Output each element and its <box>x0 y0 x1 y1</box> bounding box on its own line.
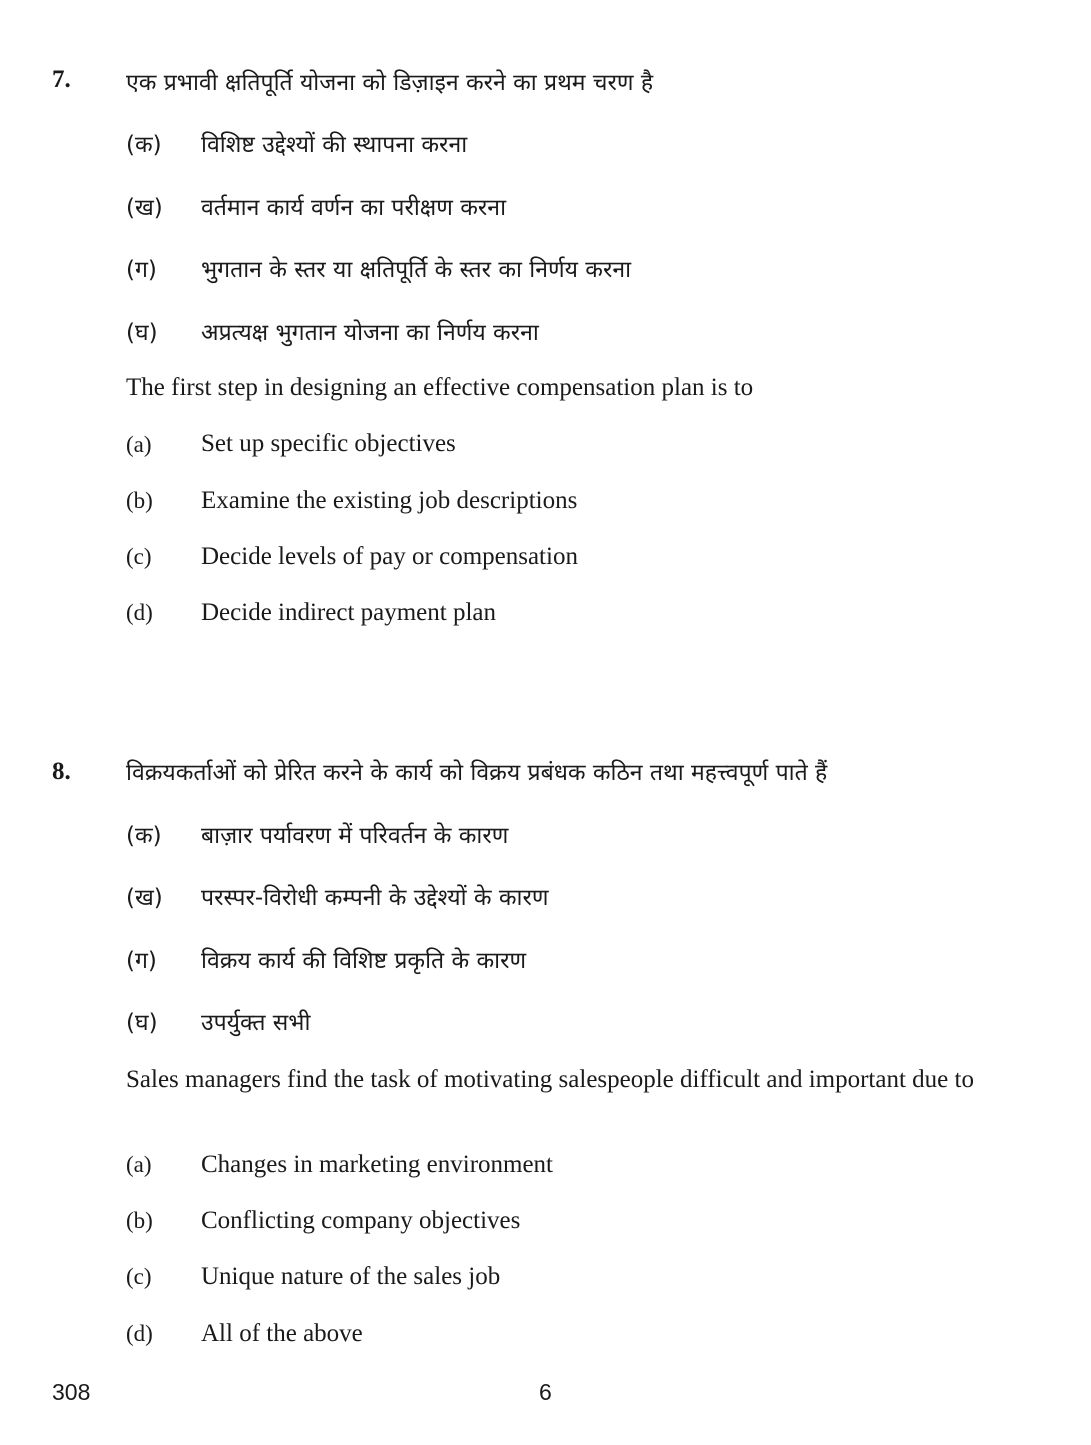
option-text: Unique nature of the sales job <box>201 1263 501 1290</box>
option-text: उपर्युक्त सभी <box>201 1010 311 1036</box>
option-label: (ग) <box>126 257 157 283</box>
option-label: (d) <box>126 1321 153 1346</box>
option-text: Decide levels of pay or compensation <box>201 543 578 570</box>
option-text: वर्तमान कार्य वर्णन का परीक्षण करना <box>201 195 507 221</box>
option-label: (क) <box>126 132 162 158</box>
option-text: बाज़ार पर्यावरण में परिवर्तन के कारण <box>201 823 509 849</box>
question-english-stem: The first step in designing an effective compensation plan is to <box>126 374 754 401</box>
option-text: Decide indirect payment plan <box>201 599 497 626</box>
option-text: भुगतान के स्तर या क्षतिपूर्ति के स्तर का निर्णय करना <box>201 257 632 283</box>
question-hindi-stem: एक प्रभावी क्षतिपूर्ति योजना को डिज़ाइन करने का प्रथम चरण है <box>126 70 654 96</box>
option-label: (घ) <box>126 320 158 346</box>
option-label: (क) <box>126 823 162 849</box>
option-label: (ख) <box>126 885 163 911</box>
option-label: (d) <box>126 600 153 625</box>
option-text: विशिष्ट उद्देश्यों की स्थापना करना <box>201 132 468 158</box>
option-label: (घ) <box>126 1010 158 1036</box>
question-number: 8. <box>52 758 71 785</box>
option-label: (ख) <box>126 195 163 221</box>
option-label: (a) <box>126 1152 152 1177</box>
option-label: (b) <box>126 1208 153 1233</box>
option-text: All of the above <box>201 1320 363 1347</box>
option-text: Examine the existing job descriptions <box>201 487 578 514</box>
option-text: Changes in marketing environment <box>201 1151 554 1178</box>
option-text: अप्रत्यक्ष भुगतान योजना का निर्णय करना <box>201 320 539 346</box>
option-text: परस्पर-विरोधी कम्पनी के उद्देश्यों के कारण <box>201 885 549 911</box>
question-hindi-stem: विक्रयकर्ताओं को प्रेरित करने के कार्य को विक्रय प्रबंधक कठिन तथा महत्त्वपूर्ण पाते हैं <box>126 760 828 786</box>
option-label: (c) <box>126 1264 152 1289</box>
option-label: (ग) <box>126 948 157 974</box>
option-text: Conflicting company objectives <box>201 1207 521 1234</box>
question-number: 7. <box>52 66 71 93</box>
paper-code: 308 <box>52 1379 91 1405</box>
option-label: (b) <box>126 488 153 513</box>
option-text: विक्रय कार्य की विशिष्ट प्रकृति के कारण <box>201 948 527 974</box>
option-label: (c) <box>126 544 152 569</box>
option-label: (a) <box>126 432 152 457</box>
question-english-stem: Sales managers find the task of motivating salespeople difficult and important due to <box>126 1066 974 1093</box>
option-text: Set up specific objectives <box>201 430 456 457</box>
page-number: 6 <box>539 1379 552 1405</box>
